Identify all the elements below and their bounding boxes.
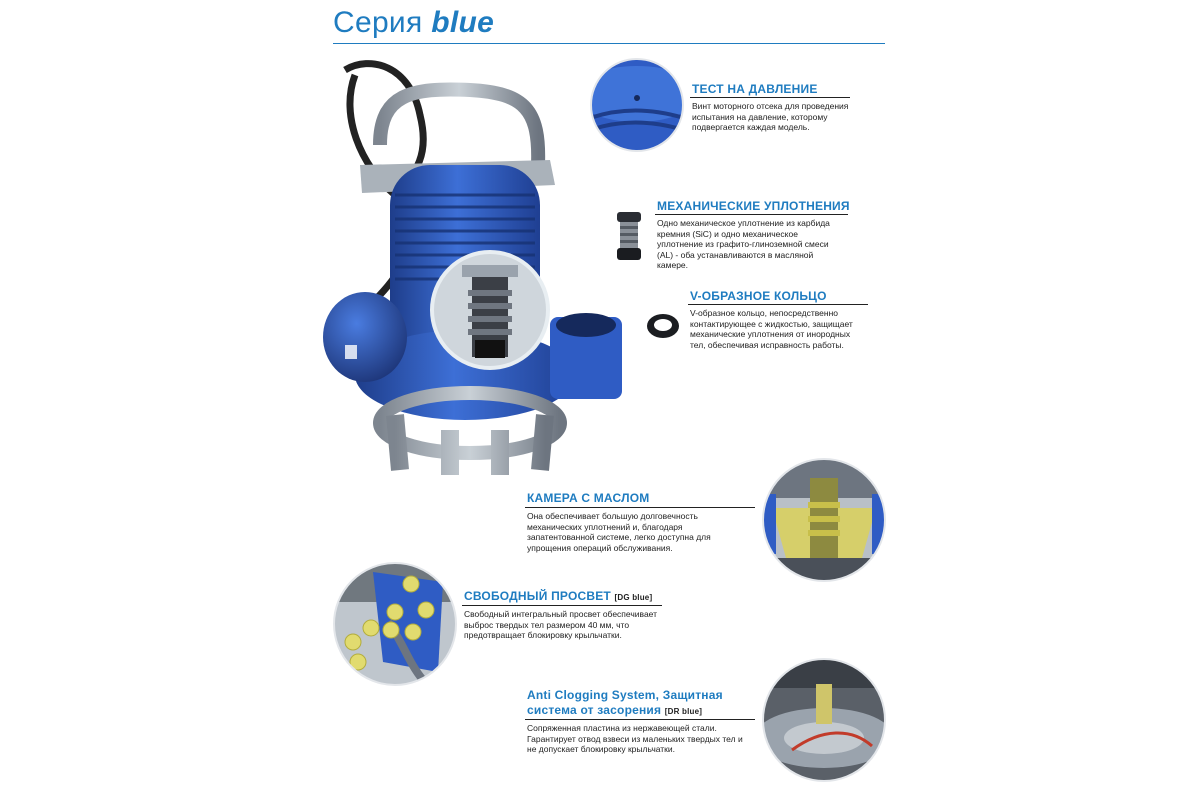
feature-heading-mechanical-seals: МЕХАНИЧЕСКИЕ УПЛОТНЕНИЯ <box>657 199 850 213</box>
feature-rule <box>688 304 868 305</box>
free-passage-image <box>333 562 457 686</box>
title-accent: blue <box>431 6 495 39</box>
pressure-test-image <box>590 58 684 152</box>
feature-rule <box>525 719 755 720</box>
page-title <box>333 6 494 40</box>
feature-desc-v-ring: V-образное кольцо, непосредственно контактирующее с жидкостью, защищает механические уплотнения от инородных тел, обеспечивая исправность работы. <box>690 308 853 350</box>
feature-desc-mechanical-seals: Одно механическое уплотнение из карбида кремния (SiC) и одно механическое уплотнение из графито-глиноземной смеси (AL) - оба устанавливаются в масляной камере. <box>657 218 830 270</box>
pump-illustration <box>300 55 640 495</box>
feature-desc-anti-clogging: Сопряженная пластина из нержавеющей стали. Гарантирует отвод взвеси из маленьких твердых тел и не допускает блокировку крыльчатки. <box>527 723 743 754</box>
oil-chamber-image <box>762 458 886 582</box>
feature-heading-pressure-test: ТЕСТ НА ДАВЛЕНИЕ <box>692 82 818 96</box>
feature-heading-anti-clogging: Anti Clogging System, Защитная система от засорения [DR blue] <box>527 688 723 717</box>
feature-rule <box>462 605 662 606</box>
model-tag: [DG blue] <box>614 593 653 602</box>
feature-desc-free-passage: Свободный интегральный просвет обеспечивает выброс твердых тел размером 40 мм, что предотвращает блокировку крыльчатки. <box>464 609 658 640</box>
title-plain: Серия <box>333 6 423 39</box>
feature-desc-oil-chamber: Она обеспечивает большую долговечность механических уплотнений и, благодаря запатентованной системе, легко доступна для упрощения операций обслуживания. <box>527 511 711 553</box>
model-tag: [DR blue] <box>664 707 703 716</box>
feature-desc-pressure-test: Винт моторного отсека для проведения испытания на давление, которому подвергается каждая модель. <box>692 101 849 132</box>
feature-rule <box>525 507 755 508</box>
feature-heading-oil-chamber: КАМЕРА С МАСЛОМ <box>527 491 650 505</box>
feature-heading-v-ring: V-ОБРАЗНОЕ КОЛЬЦО <box>690 289 827 303</box>
title-rule <box>333 43 885 44</box>
feature-rule <box>655 214 848 215</box>
anti-clogging-image <box>762 658 886 782</box>
feature-heading-free-passage: СВОБОДНЫЙ ПРОСВЕТ [DG blue] <box>464 589 653 603</box>
v-ring-image <box>646 313 680 339</box>
mechanical-seal-image <box>614 212 644 262</box>
feature-rule <box>690 97 850 98</box>
float-switch <box>323 292 407 382</box>
